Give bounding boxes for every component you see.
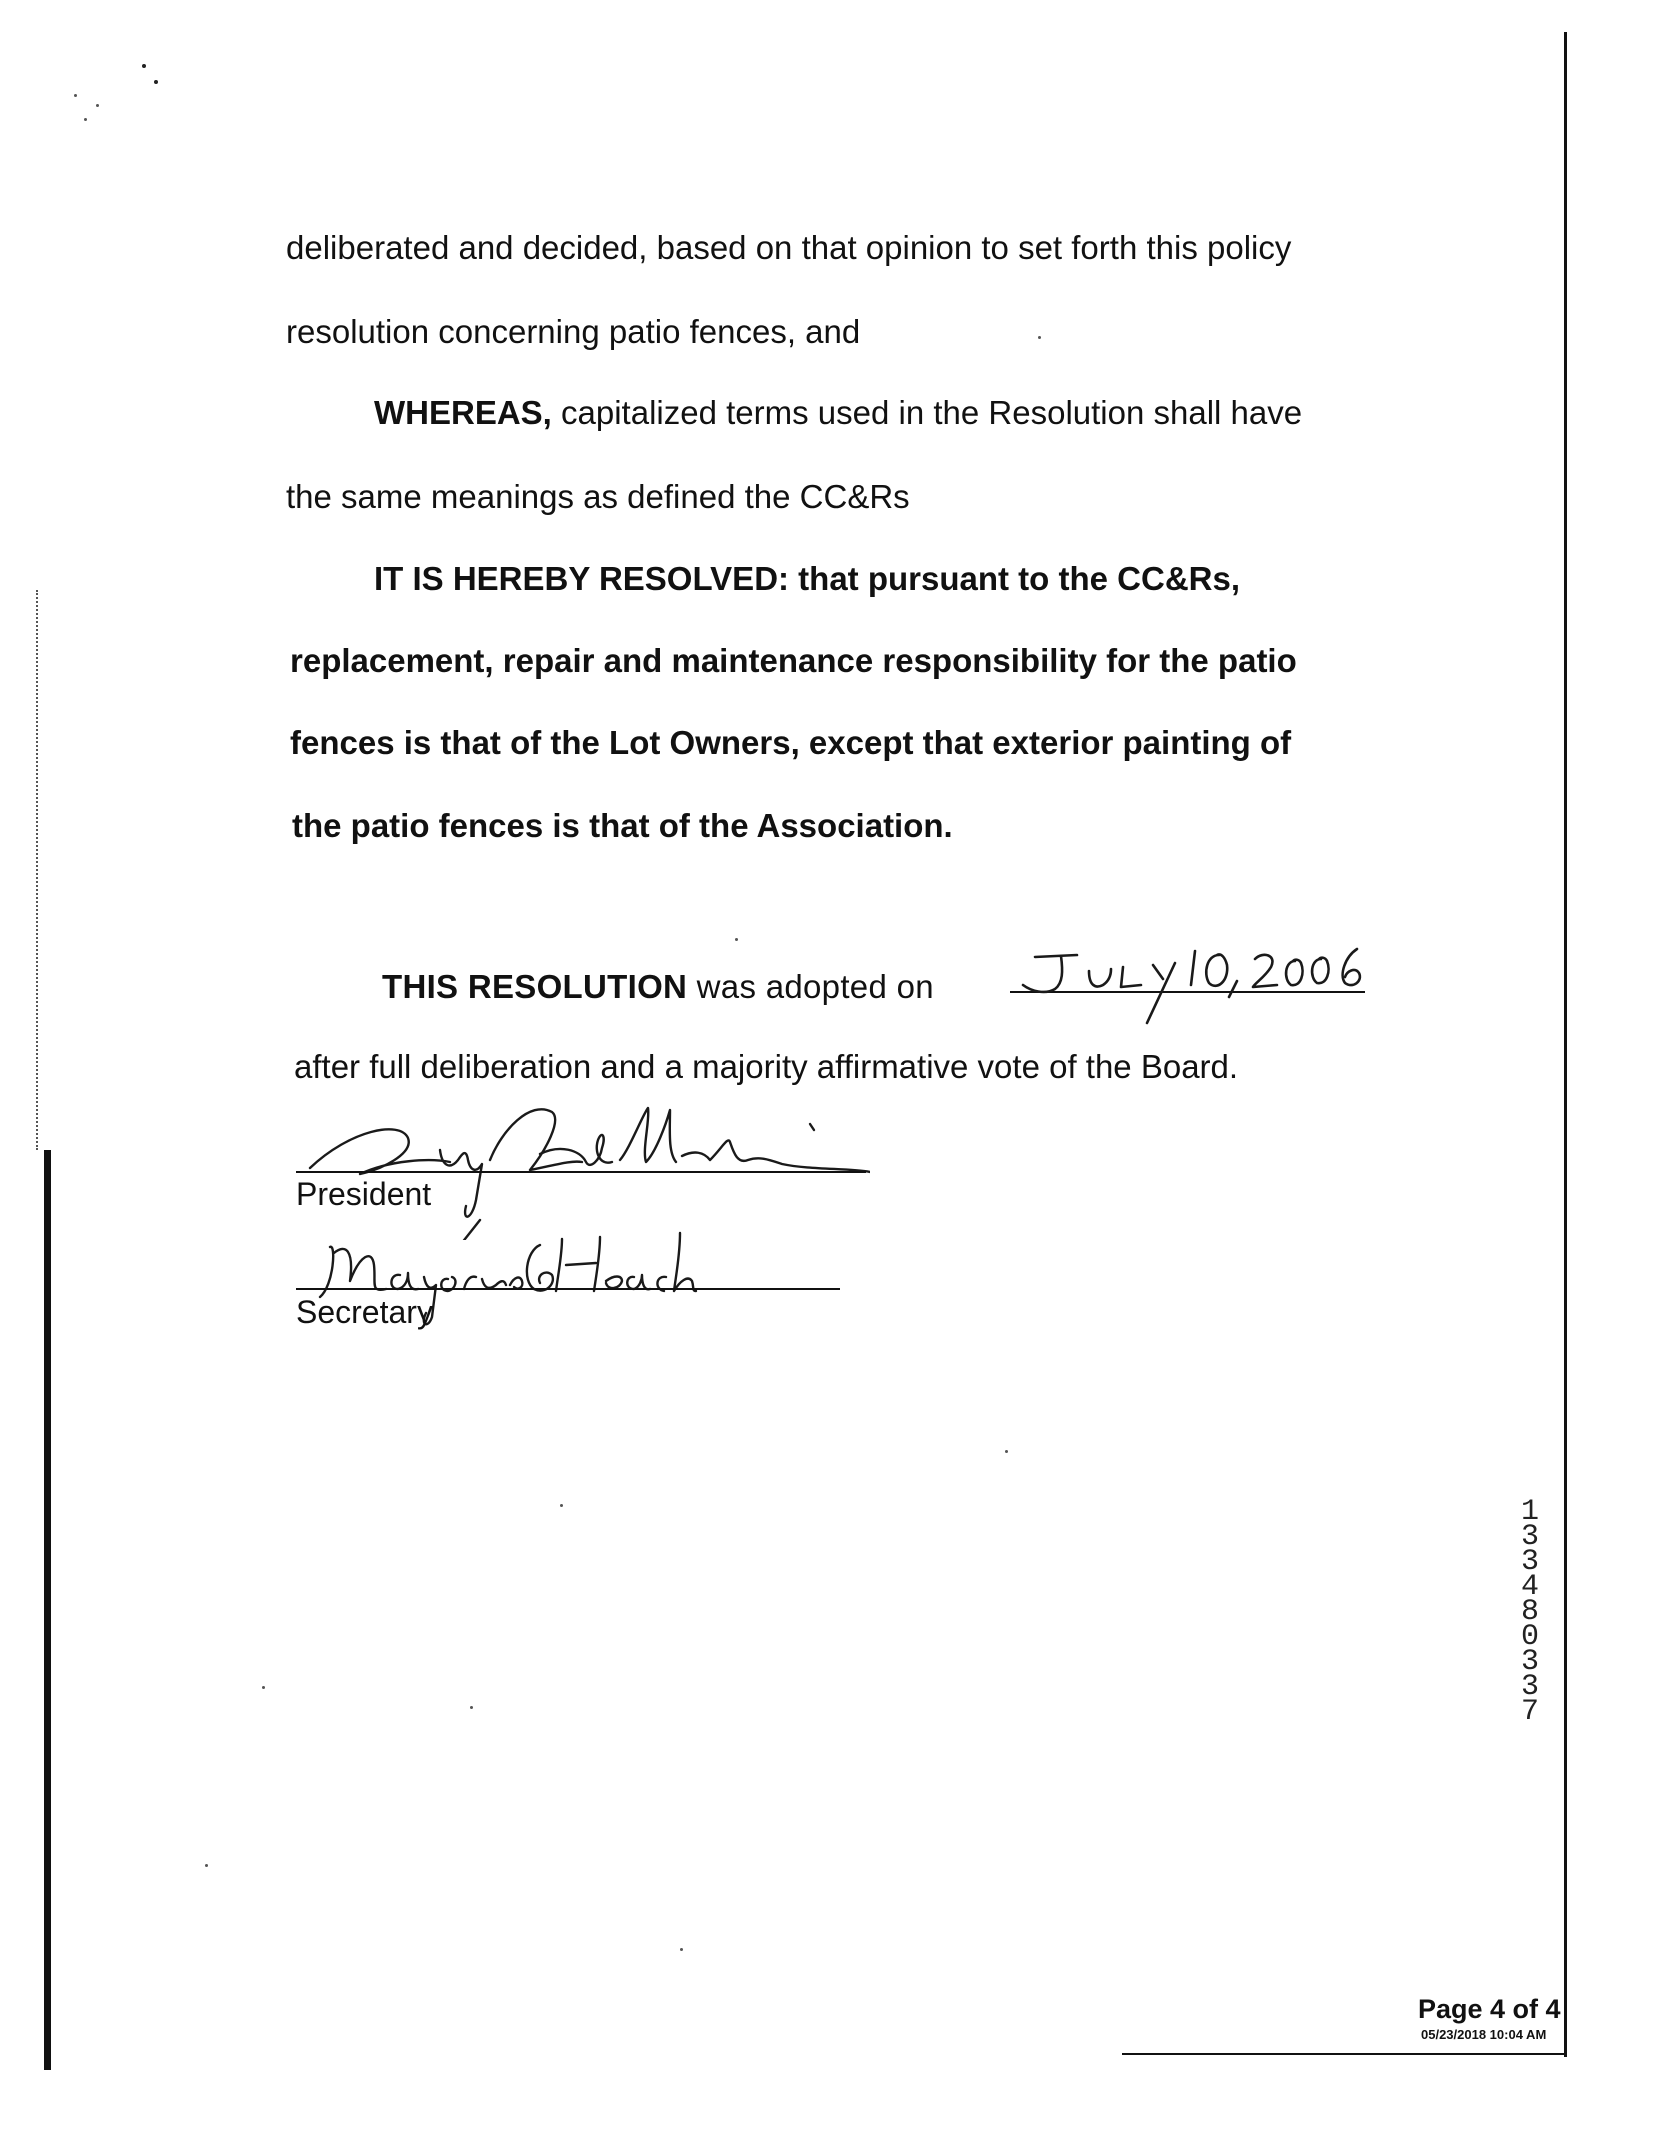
resolved-line-3: fences is that of the Lot Owners, except that exterior painting of [290,724,1292,761]
scan-speck [735,938,738,941]
whereas-lead: WHEREAS, [374,394,552,431]
adoption-rest: was adopted on [687,968,934,1005]
president-label: President [296,1176,432,1212]
handwritten-date [1005,945,1375,1025]
adoption-lead: THIS RESOLUTION [382,968,688,1005]
adoption-statement [382,967,934,1007]
footer-rule [1122,2053,1567,2055]
resolved-line-1: IT IS HEREBY RESOLVED: that pursuant to the CC&Rs, [374,560,1241,597]
scan-left-dots [36,590,40,1150]
secretary-label: Secretary [296,1294,433,1330]
body-line-2: resolution concerning patio fences, and [286,313,861,350]
scan-left-edge [44,1150,51,2070]
scan-speck [470,1706,473,1709]
body-line-4: the same meanings as defined the CC&Rs [286,478,910,515]
scan-speck [84,118,87,121]
page-number: Page 4 of 4 [1418,1994,1561,2024]
scan-speck [560,1504,563,1507]
body-line-1: deliberated and decided, based on that opinion to set forth this policy [286,229,1292,266]
whereas-clause [374,393,1302,433]
print-timestamp: 05/23/2018 10:04 AM [1421,2027,1547,2042]
scan-speck [96,104,99,107]
resolved-line-2: replacement, repair and maintenance responsibility for the patio [290,642,1297,679]
scan-speck [205,1864,208,1867]
scan-speck [680,1948,683,1951]
president-signature-line [296,1171,866,1173]
scan-speck [142,64,146,68]
scan-speck [1005,1450,1008,1453]
secretary-signature-line [296,1288,840,1290]
president-signature [290,1090,870,1240]
scan-speck [1038,336,1041,339]
whereas-rest: capitalized terms used in the Resolution shall have [551,394,1303,431]
scan-speck [74,94,77,97]
recording-stamp: 13348 0337 [1520,1495,1539,1729]
resolved-line-4: the patio fences is that of the Association. [292,807,953,844]
scan-right-edge [1564,32,1567,2057]
scan-speck [154,80,158,84]
scan-speck [262,1686,265,1689]
adoption-line-2: after full deliberation and a majority affirmative vote of the Board. [294,1048,1239,1085]
